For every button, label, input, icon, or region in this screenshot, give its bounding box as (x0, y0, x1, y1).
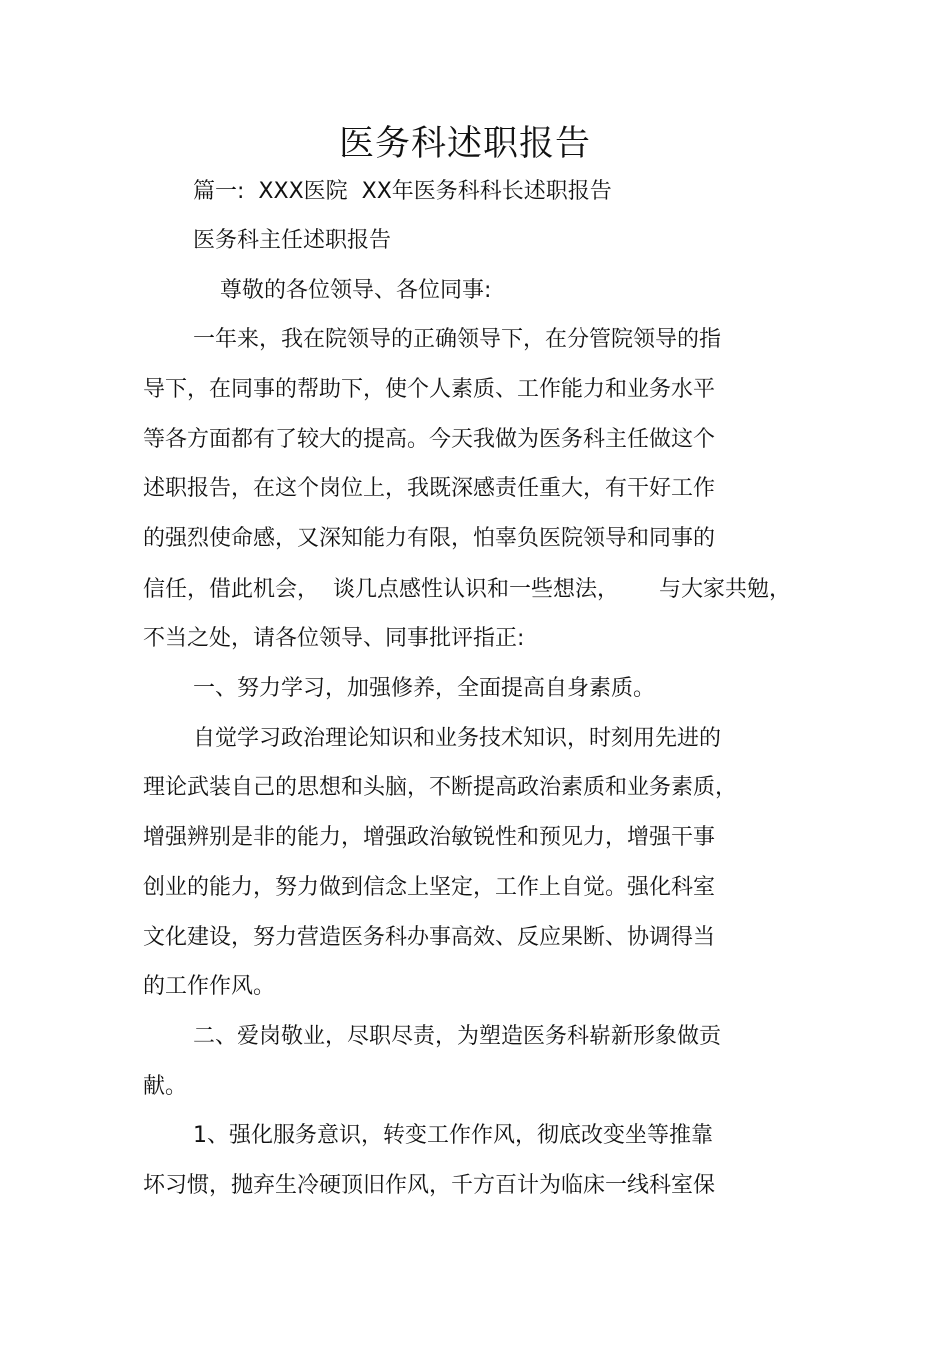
line-segment: 与大家共勉， (659, 577, 792, 602)
paragraph-line: 1、强化服务意识，转变工作作风，彻底改变坐等推靠 (193, 1123, 713, 1148)
chapter-number: 篇一: (193, 179, 245, 204)
chapter-heading (193, 177, 612, 207)
paragraph-line: 导下，在同事的帮助下，使个人素质、工作能力和业务水平 (143, 377, 716, 402)
paragraph-line: 述职报告，在这个岗位上，我既深感责任重大，有干好工作 (143, 476, 716, 501)
paragraph-line: 理论武装自己的思想和头脑，不断提高政治素质和业务素质， (143, 775, 738, 800)
chapter-title: XX年医务科科长述职报告 (361, 179, 612, 204)
paragraph-line: 献。 (143, 1074, 188, 1099)
paragraph-line: 的强烈使命感，又深知能力有限，怕辜负医院领导和同事的 (143, 526, 716, 551)
subtitle: 医务科主任述职报告 (193, 228, 392, 253)
paragraph-line: 坏习惯，抛弃生冷硬顶旧作风，千方百计为临床一线科室保 (143, 1173, 716, 1198)
paragraph-line: 文化建设，努力营造医务科办事高效、反应果断、协调得当 (143, 925, 716, 950)
paragraph-line: 一年来，我在院领导的正确领导下，在分管院领导的指 (193, 327, 722, 352)
paragraph-line: 增强辨别是非的能力，增强政治敏锐性和预见力，增强干事 (143, 825, 716, 850)
line-segment: 谈几点感性认识和一些想法， (333, 577, 620, 602)
paragraph-line: 不当之处，请各位领导、同事批评指正: (143, 626, 525, 651)
document-title: 医务科述职报告 (338, 124, 591, 164)
section-heading: 一、努力学习，加强修养，全面提高自身素质。 (193, 676, 656, 701)
hospital-name: XXX医院 (258, 179, 348, 204)
paragraph-line: 自觉学习政治理论知识和业务技术知识，时刻用先进的 (193, 726, 722, 751)
section-heading: 二、爱岗敬业，尽职尽责，为塑造医务科崭新形象做贡 (193, 1024, 722, 1049)
paragraph-line: 创业的能力，努力做到信念上坚定，工作上自觉。强化科室 (143, 875, 716, 900)
paragraph-line: 的工作作风。 (143, 974, 276, 999)
salutation: 尊敬的各位领导、各位同事: (220, 278, 492, 303)
paragraph-line (143, 575, 791, 605)
paragraph-line: 等各方面都有了较大的提高。今天我做为医务科主任做这个 (143, 427, 716, 452)
line-segment: 信任，借此机会， (143, 577, 320, 602)
